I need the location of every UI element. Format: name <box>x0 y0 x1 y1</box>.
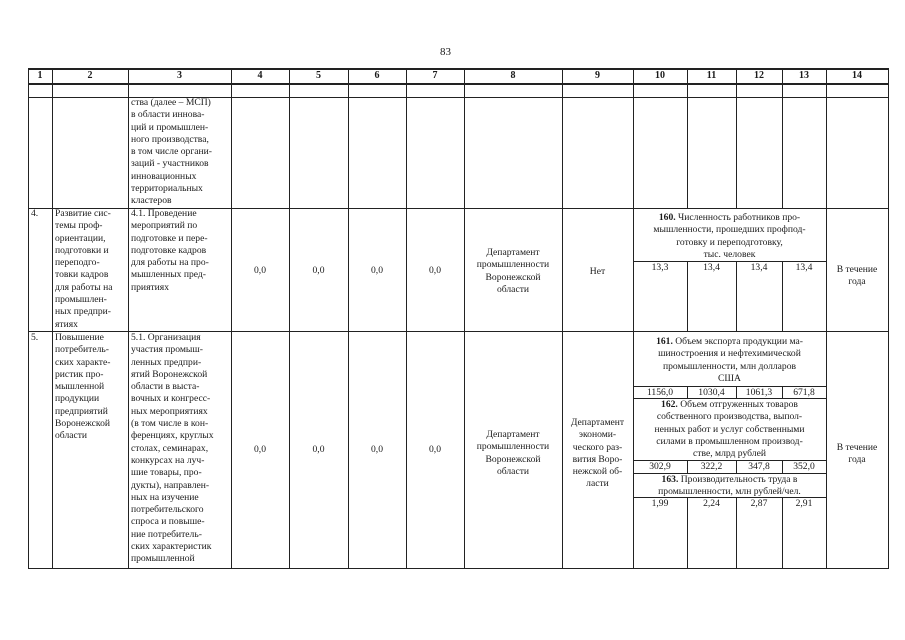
table-rule <box>406 68 407 569</box>
row-number: 4. <box>31 208 39 219</box>
measure-text: 4.1. Проведение мероприятий по подготовке и пере- подготовке кадров для работы на про- мышленных пред- приятиях <box>131 208 209 293</box>
funding-value: 0,0 <box>371 444 383 455</box>
measure-text: 5.1. Организация участия промыш- ленных предпри- ятий Воронежской области в выста- вочных и конгресс- ных мероприятиях (в том числе в кон- ференциях, круглых столах, семинарах, конкурсах на луч- шие товары, про- дукты), направлен- ных на изучение потребительского спроса и повыше- ние потребитель- ских характеристик промышленной <box>131 332 214 565</box>
term-text: В течение года <box>836 442 878 466</box>
column-header: 4 <box>257 70 263 81</box>
indicator-value: 2,91 <box>795 498 813 509</box>
column-header: 6 <box>374 70 380 81</box>
funding-value: 0,0 <box>254 444 266 455</box>
measure-text: ства (далее – МСП) в области иннова- ций и промышлен- ного производства, в том числе органи- заций - участников инновационных территориальных кластеров <box>131 97 212 207</box>
funding-value: 0,0 <box>371 265 383 276</box>
funding-value: 0,0 <box>312 265 325 276</box>
funding-value: 0,0 <box>429 265 441 276</box>
indicator-value: 347,8 <box>748 461 770 472</box>
indicator-value: 352,0 <box>793 461 815 472</box>
column-header: 8 <box>510 70 516 81</box>
indicator-value: 1156,0 <box>646 387 674 398</box>
column-header: 5 <box>316 70 321 81</box>
indicator-value: 671,8 <box>793 387 815 398</box>
indicator-text: 161. Объем экспорта продукции ма- шиностроения и нефтехимической промышленности, млн долларов США <box>656 336 803 384</box>
column-header: 9 <box>595 70 600 81</box>
column-header: 14 <box>852 70 862 81</box>
column-header: 12 <box>754 70 764 81</box>
indicator-value: 2,87 <box>750 498 768 509</box>
column-header: 10 <box>655 70 665 81</box>
column-header: 2 <box>87 70 93 81</box>
indicator-value: 302,9 <box>649 461 671 472</box>
executor-text: Департамент промышленности Воронежской области <box>476 429 550 477</box>
indicator-value: 13,4 <box>750 262 768 273</box>
column-header: 1 <box>37 70 43 81</box>
table-rule <box>231 68 232 569</box>
column-header: 3 <box>177 70 182 81</box>
column-header: 11 <box>706 70 717 81</box>
funding-value: 0,0 <box>429 444 441 455</box>
indicator-text: 163. Производительность труда в промышленности, млн рублей/чел. <box>658 474 801 498</box>
table-rule <box>28 83 888 85</box>
table-rule <box>128 68 129 569</box>
indicator-value: 13,3 <box>651 262 669 273</box>
table-rule <box>52 68 53 569</box>
indicator-value: 1061,3 <box>745 387 773 398</box>
indicator-value: 1,99 <box>651 498 669 509</box>
column-header: 7 <box>432 70 438 81</box>
indicator-text: 162. Объем отгруженных товаров собственного производства, выпол- ненных работ и услуг собственными силами в промышленном производ- стве, млрд рублей <box>654 399 805 460</box>
column-header: 13 <box>799 70 809 81</box>
indicator-value: 1030,4 <box>698 387 725 398</box>
indicator-value: 13,4 <box>703 262 720 273</box>
table-rule <box>464 68 465 569</box>
indicator-text: 160. Численность работников про- мышленности, прошедших профпод- готовку и переподготовку, тыс. человек <box>653 212 806 260</box>
task-text: Повышение потребитель- ских характе- ристик про- мышленной продукции предприятий Воронежской области <box>55 332 111 442</box>
indicator-value: 322,2 <box>700 461 723 472</box>
funding-value: 0,0 <box>312 444 325 455</box>
indicator-value: 13,4 <box>795 262 813 273</box>
table-rule <box>687 68 688 209</box>
coexecutor-text: Нет <box>589 266 606 277</box>
table-rule <box>289 68 290 569</box>
coexecutor-text: Департамент экономи- ческого раз- вития Воро- нежской об- ласти <box>570 417 625 490</box>
executor-text: Департамент промышленности Воронежской области <box>476 247 550 295</box>
task-text: Развитие сис- темы проф- ориентации, подготовки и переподго- товки кадров для работы на промышлен- ных предпри- ятиях <box>55 208 113 330</box>
page-number: 83 <box>440 46 451 58</box>
term-text: В течение года <box>836 264 878 288</box>
indicator-value: 2,24 <box>703 498 720 509</box>
table-rule <box>28 68 29 569</box>
funding-value: 0,0 <box>254 265 266 276</box>
table-rule <box>28 568 888 569</box>
table-rule <box>826 68 827 569</box>
table-rule <box>782 68 783 209</box>
table-rule <box>888 68 889 569</box>
row-number: 5. <box>31 332 39 343</box>
table-rule <box>736 68 737 209</box>
table-rule <box>562 68 563 569</box>
table-rule <box>348 68 349 569</box>
